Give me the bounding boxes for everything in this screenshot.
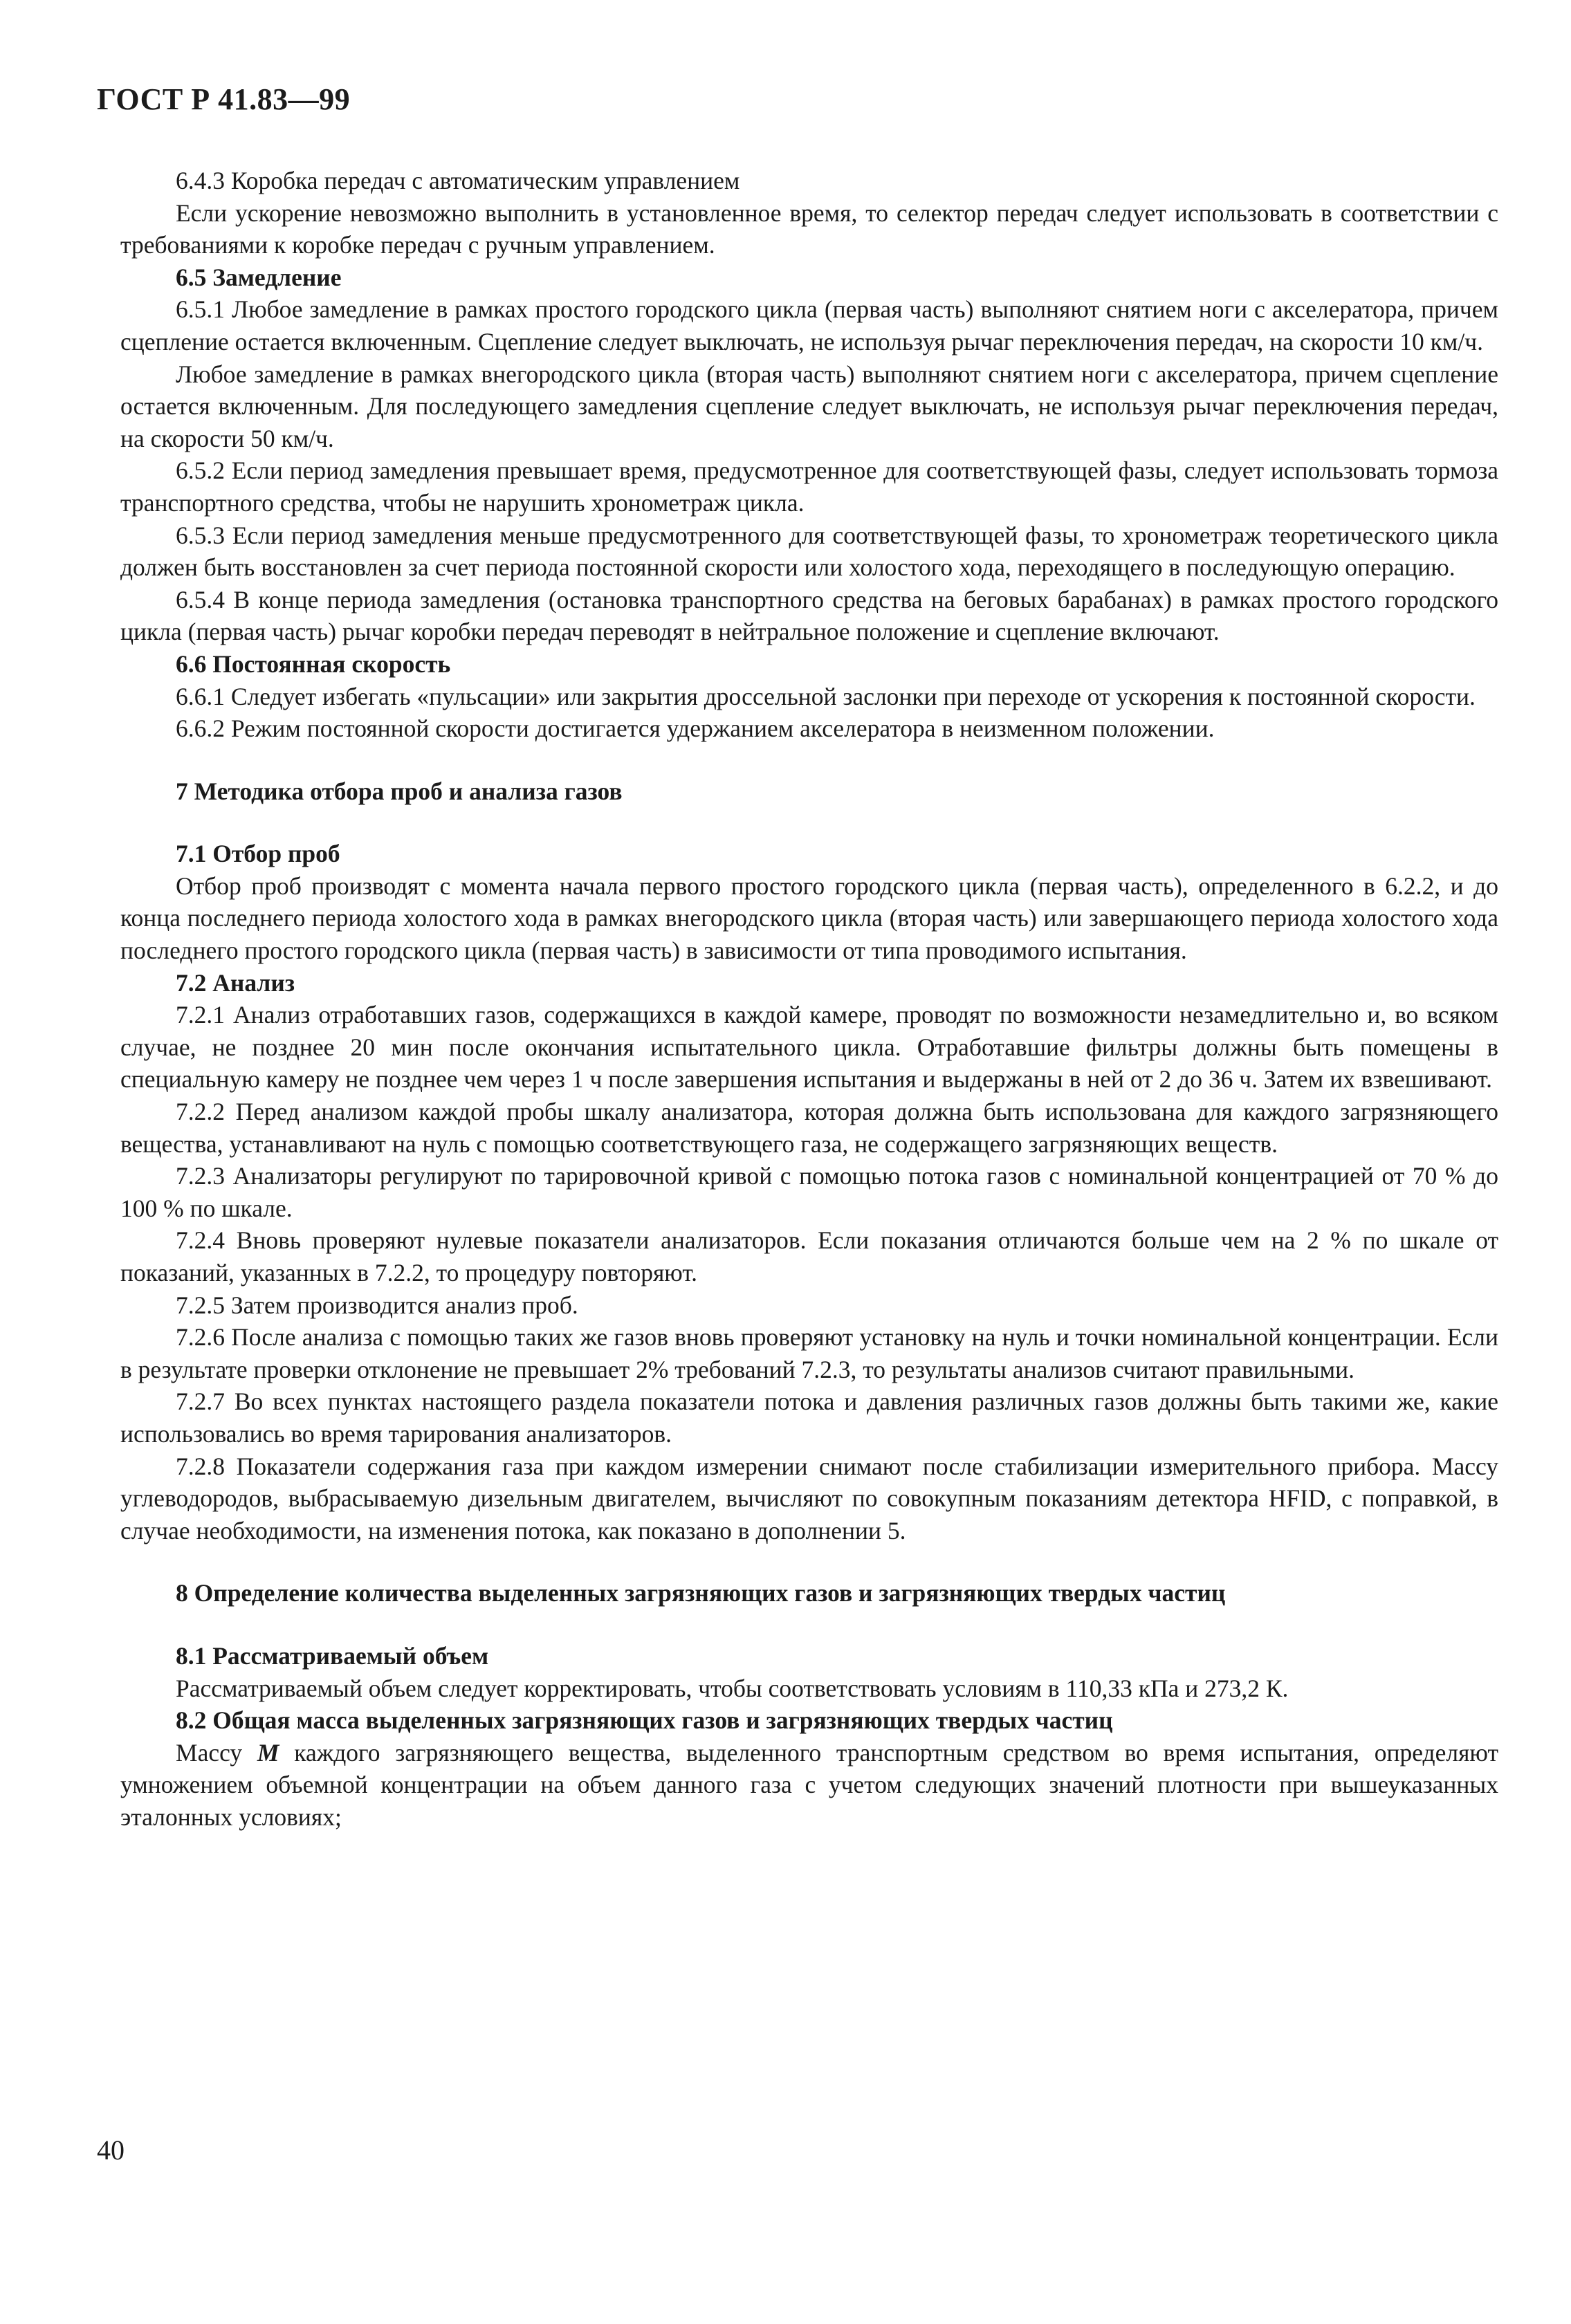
paragraph: Рассматриваемый объем следует корректировать, чтобы соответствовать условиям в 110,33 кПа и 273,2 К. xyxy=(176,1674,1289,1702)
paragraph-7-2-4: 7.2.4 Вновь проверяют нулевые показатели анализаторов. Если показания отличаются больше чем на 2 % по шкале от показаний, указанных в 7.2.2, то процедуру повторяют. xyxy=(120,1226,1498,1286)
heading-8-1: 8.1 Рассматриваемый объем xyxy=(176,1641,489,1670)
heading-7-2: 7.2 Анализ xyxy=(176,968,295,997)
document-code-header: ГОСТ Р 41.83—99 xyxy=(97,82,351,116)
paragraph: Отбор проб производят с момента начала первого простого городского цикла (первая часть), определенного в 6.2.2, и до конца последнего периода холостого хода в рамках внегородского цикла (вторая часть) или завершающего периода холостого хода последнего простого городского цикла (первая часть) в зависимости от типа проводимого испытания. xyxy=(120,872,1498,965)
paragraph-7-2-2: 7.2.2 Перед анализом каждой пробы шкалу анализатора, которая должна быть использована для каждого загрязняющего вещества, устанавливают на нуль с помощью соответствующего газа, не содержащего загрязняющих веществ. xyxy=(120,1098,1498,1158)
paragraph: Если ускорение невозможно выполнить в установленное время, то селектор передач следует использовать в соответствии с требованиями к коробке передач с ручным управлением. xyxy=(120,199,1498,259)
paragraph: Любое замедление в рамках внегородского цикла (вторая часть) выполняют снятием ноги с акселератора, причем сцепление остается включенным. Для последующего замедления сцепление следует выключать, не используя рычаг переключения передач, на скорости 50 км/ч. xyxy=(120,360,1498,452)
paragraph-6-6-1: 6.6.1 Следует избегать «пульсации» или закрытия дроссельной заслонки при переходе от ускорения к постоянной скорости. xyxy=(176,682,1476,710)
paragraph-7-2-7: 7.2.7 Во всех пунктах настоящего раздела показатели потока и давления различных газов должны быть такими же, какие использовались во время тарирования анализаторов. xyxy=(120,1387,1498,1448)
paragraph-7-2-3: 7.2.3 Анализаторы регулируют по тарировочной кривой с помощью потока газов с номинальной концентрацией от 70 % до 100 % по шкале. xyxy=(120,1162,1498,1222)
text-fragment: Массу xyxy=(176,1738,257,1767)
paragraph-7-2-5: 7.2.5 Затем производится анализ проб. xyxy=(176,1291,578,1319)
paragraph-7-2-8: 7.2.8 Показатели содержания газа при каждом измерении снимают после стабилизации измерительного прибора. Массу углеводородов, выбрасываемую дизельным двигателем, вычисляют по совокупным показаниям детектора HFID, с поправкой, в случае необходимости, на изменения потока, как показано в дополнении 5. xyxy=(120,1452,1498,1544)
document-body xyxy=(120,165,1498,1834)
text-fragment: каждого загрязняющего вещества, выделенного транспортным средством во время испытания, определяют умножением объемной концентрации на объем данного газа с учетом следующих значений плотности при вышеуказанных эталонных условиях; xyxy=(120,1738,1498,1831)
paragraph-6-5-2: 6.5.2 Если период замедления превышает время, предусмотренное для соответствующей фазы, следует использовать тормоза транспортного средства, чтобы не нарушить хронометраж цикла. xyxy=(120,456,1498,517)
heading-7-1: 7.1 Отбор проб xyxy=(176,840,340,868)
paragraph-6-5-3: 6.5.3 Если период замедления меньше предусмотренного для соответствующей фазы, то хронометраж теоретического цикла должен быть восстановлен за счет периода постоянной скорости или холостого хода, переходящего в последующую операцию. xyxy=(120,521,1498,582)
page-number: 40 xyxy=(97,2134,125,2166)
heading-8-2: 8.2 Общая масса выделенных загрязняющих газов и загрязняющих твердых частиц xyxy=(176,1706,1113,1735)
paragraph-7-2-6: 7.2.6 После анализа с помощью таких же газов вновь проверяют установку на нуль и точки номинальной концентрации. Если в результате проверки отклонение не превышает 2% требований 7.2.3, то результаты анализов считают правильными. xyxy=(120,1323,1498,1383)
heading-6-6: 6.6 Постоянная скорость xyxy=(176,649,451,678)
section-heading-8: 8 Определение количества выделенных загрязняющих газов и загрязняющих твердых частиц xyxy=(176,1579,1226,1607)
heading-6-5: 6.5 Замедление xyxy=(176,263,342,291)
section-heading-7: 7 Методика отбора проб и анализа газов xyxy=(176,777,623,805)
paragraph-mass xyxy=(120,1737,1498,1834)
paragraph-7-2-1: 7.2.1 Анализ отработавших газов, содержащихся в каждой камере, проводят по возможности незамедлительно и, во всяком случае, не позднее 20 мин после окончания испытательного цикла. Отработавшие фильтры должны быть помещены в специальную камеру не позднее чем через 1 ч после завершения испытания и выдержаны в ней от 2 до 36 ч. Затем их взвешивают. xyxy=(120,1001,1498,1094)
paragraph-6-6-2: 6.6.2 Режим постоянной скорости достигается удержанием акселератора в неизменном положении. xyxy=(176,714,1215,743)
paragraph-6-4-3: 6.4.3 Коробка передач с автоматическим управлением xyxy=(176,167,740,194)
paragraph-6-5-1: 6.5.1 Любое замедление в рамках простого городского цикла (первая часть) выполняют снятием ноги с акселератора, причем сцепление остается включенным. Сцепление следует выключать, не используя рычаг переключения передач, на скорости 10 км/ч. xyxy=(120,295,1498,356)
mass-symbol: M xyxy=(257,1738,279,1767)
paragraph-6-5-4: 6.5.4 В конце периода замедления (остановка транспортного средства на беговых барабанах) в рамках простого городского цикла (первая часть) рычаг коробки передач переводят в нейтральное положение и сцепление включают. xyxy=(120,585,1498,646)
